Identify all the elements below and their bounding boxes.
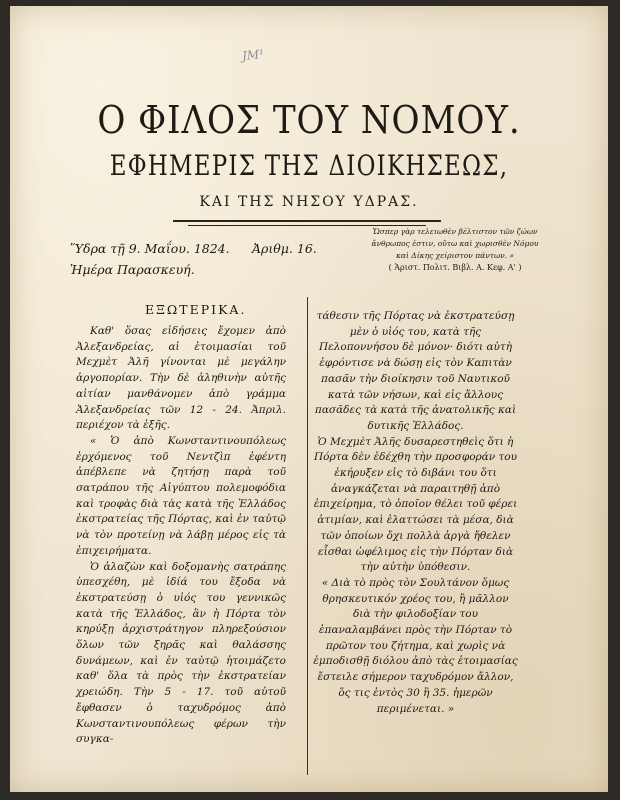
paragraph: Ὁ Μεχμὲτ Ἀλῆς δυσαρεστηθεὶς ὅτι ἡ Πόρτα δὲν ἐδέχθη τὴν προσφοράν του ἐκήρυξεν εἰς τὸ διβάνι του ὅτι ἀναγκάζεται νὰ παραιτηθῇ ἀπὸ ἐπιχείρημα, τὸ ὁποῖον θέλει τοῦ φέρει ἀτιμίαν, καὶ ἐλαττώσει τὰ μέσα, διὰ τῶν ὁποίων ὄχι πολλὰ ἀργὰ ἤθελεν εἶσθαι ὠφέλιμος εἰς τὴν Πόρταν διὰ τὴν αὐτὴν ὑπόθεσιν. [313, 435, 518, 574]
epigraph-line: Ὥσπερ γὰρ τελειωθὲν βέλτιστον τῶν ζώων [372, 227, 538, 236]
column-divider [307, 297, 308, 775]
newspaper-page [10, 6, 608, 792]
issue-day: Ἡμέρα Παρασκευή. [70, 262, 195, 277]
paragraph: Ὁ ἀλαζὼν καὶ δοξομανὴς σατράπης ὑπεσχέθη, μὲ ἰδίά του ἔξοδα νὰ ἐκστρατεύσῃ ὁ υἱός του γεννικῶς κατὰ τῆς Ἑλλάδος, ἂν ἡ Πόρτα τὸν κηρύξῃ ἀρχιστράτηγον πληρεξούσιον ὅλων τῶν ξηρᾶς καὶ θαλάσσης δυνάμεων, καὶ ἐν ταὐτῷ ἡτοιμάζετο καθ' ὅλα τὰ πρὸς τὴν ἐκστρατείαν χρειώδη. Τὴν 5 - 17. τοῦ αὐτοῦ ἔφθασεν ὁ ταχυδρόμος ἀπὸ Κωνσταντινουπόλεως φέρων τὴν συγκα- [76, 560, 286, 746]
epigraph-citation: ( Ἀριστ. Πολιτ. Βιβλ. Α. Κεφ. Α' ) [388, 263, 522, 272]
masthead-subtitle-2: ΚΑΙ ΤΗΣ ΝΗΣΟΥ ΥΔΡΑΣ. [199, 194, 419, 210]
issue-date: Ὕδρα τῇ 9. Μαΐου. 1824. [70, 241, 230, 256]
epigraph-line: καὶ Δίκης χείριστον πάντων. » [396, 251, 514, 260]
masthead-rule [173, 220, 441, 222]
masthead-title: Ο ΦΙΛΟΣ ΤΟΥ ΝΟΜΟΥ. [97, 98, 521, 142]
epigraph-line: ἄνθρωπος ἐστιν, οὕτω καὶ χωρισθὲν Νόμου [371, 239, 539, 248]
paragraph: τάθεσιν τῆς Πόρτας νὰ ἐκστρατεύσῃ μὲν ὁ υἱός του, κατὰ τῆς Πελοποννήσου δὲ μόνον· διότι αὐτὴ ἐφρόντισε νὰ δώσῃ εἰς τὸν Καπιτὰν πασᾶν τὴν διοίκησιν τοῦ Ναυτικοῦ κατὰ τῶν νήσων, καὶ εἰς ἄλλους πασᾶδες τὰ κατὰ τῆς ἀνατολικῆς καὶ δυτικῆς Ἑλλάδος. [314, 310, 517, 432]
epigraph [340, 226, 570, 274]
right-column [313, 309, 518, 717]
paragraph: « Διὰ τὸ πρὸς τὸν Σουλτάνον ὅμως θρησκευτικόν χρέος του, ἢ μᾶλλον διὰ τὴν φιλοδοξίαν του ἐπαναλαμβάνει πρὸς τὴν Πόρταν τὸ πρῶτον του ζήτημα, καὶ χωρὶς νὰ ἐμποδισθῇ διόλου ἀπὸ τὰς ἑτοιμασίας ἔστειλε σήμερον ταχυδρόμον ἄλλον, ὅς τις ἐντὸς 30 ἢ 35. ἡμερῶν περιμένεται. » [313, 576, 518, 715]
paragraph: Καθ' ὅσας εἰδήσεις ἔχομεν ἀπὸ Ἀλεξανδρείας, αἱ ἑτοιμασίαι τοῦ Μεχμὲτ Ἀλῆ γίνονται μὲ μεγάλην ἀργοπορίαν. Τὴν δὲ ἀληθινὴν αὐτῆς αἰτίαν μανθάνομεν ἀπὸ γράμμα Ἀλεξανδρείας τῶν 12 - 24. Ἀπριλ. περιέχον τὰ ἑξῆς. [76, 325, 286, 432]
archive-stamp: JM¹ [241, 46, 265, 64]
left-column [76, 324, 286, 748]
paragraph: « Ὁ ἀπὸ Κωνσταντινουπόλεως ἐρχόμενος τοῦ Νεντζὶπ ἐφέντη ἀπέβλεπε νὰ ζητήσῃ παρὰ τοῦ σατράπου τῆς Αἰγύπτου πολεμοφόδια καὶ τροφὰς διὰ τὰς κατὰ τῆς Ἑλλάδος ἐκστρατείας τῆς Πόρτας, καὶ ἐν ταὐτῷ νὰ τὸν προτείνῃ νὰ λάβῃ μέρος εἰς τὰ ἐπιχειρήματα. [76, 434, 286, 557]
masthead-subtitle: ΕΦΗΜΕΡΙΣ ΤΗΣ ΔΙΟΙΚΗΣΕΩΣ, [109, 149, 509, 182]
section-heading: ΕΞΩΤΕΡΙΚΑ. [145, 302, 247, 317]
issue-number: Ἀριθμ. 16. [252, 241, 317, 256]
